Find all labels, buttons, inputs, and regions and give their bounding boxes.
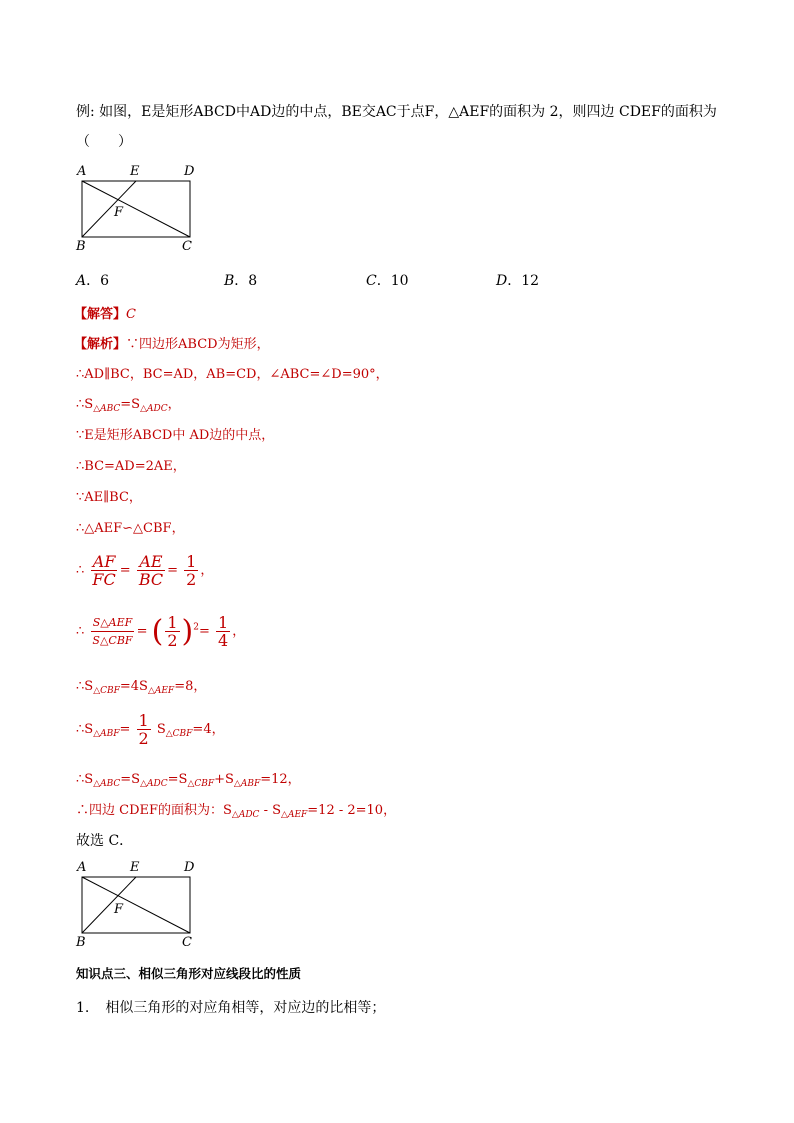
analysis-line-4: ∵E是矩形ABCD中 AD边的中点， — [76, 428, 275, 443]
analysis-line-6: ∵AE∥BC， — [76, 490, 142, 505]
fraction-area-ratio: $\frac{\text{S△AEF}}{\text{S△CBF}}$ — [92, 616, 133, 647]
option-c: C．10 — [366, 273, 409, 289]
analysis-line-11: $\therefore S_{\triangle ABF}=$ $\frac{1}{2}$ $S_{\triangle CBF}=4$， — [76, 711, 225, 748]
analysis-line-10: $\therefore S_{\triangle CBF}=4S_{\triangle AEF}=8$， — [76, 679, 207, 696]
fraction-af-fc: $\frac{AF}{FC}$ — [92, 552, 116, 589]
analysis-line-1: 【解析】∵四边形ABCD为矩形， — [74, 337, 270, 352]
answer-tag: 【解答】 — [74, 307, 127, 322]
option-d: D．12 — [496, 273, 540, 289]
fraction-half-inline: $\frac{1}{2}$ — [138, 711, 149, 748]
label-E: E — [130, 164, 140, 179]
analysis-line-2: ∴AD∥BC，BC=AD，AB=CD，∠ABC=∠D=90°， — [76, 367, 389, 382]
label-B: B — [76, 239, 86, 254]
conclusion: 故选 C． — [76, 833, 134, 849]
fraction-ae-bc: $\frac{AE}{BC}$ — [138, 552, 164, 589]
question-line-1: 例: 如图，E是矩形ABCD中AD边的中点，BE交AC于点F，△AEF的面积为 2，则四边 CDEF的面积为 — [76, 104, 717, 120]
label-C: C — [182, 239, 192, 254]
label-D: D — [184, 164, 195, 179]
analysis-line-7: ∴△AEF∽△CBF， — [76, 521, 185, 536]
analysis-line-5: ∴BC=AD=2AE， — [76, 459, 186, 474]
analysis-tag: 【解析】 — [74, 337, 127, 352]
answer-line — [74, 303, 136, 322]
figure-rectangle-1 — [70, 163, 210, 258]
label-D-2: D — [184, 860, 195, 875]
fraction-paren-half: $\frac{1}{2}$ — [167, 613, 178, 650]
label-C-2: C — [182, 935, 192, 950]
knowledge-item-1 — [76, 997, 385, 1017]
label-B-2: B — [76, 935, 86, 950]
knowledge-heading: 知识点三、相似三角形对应线段比的性质 — [76, 966, 302, 981]
label-F-2: F — [114, 902, 124, 917]
label-A-2: A — [77, 860, 87, 875]
label-F: F — [114, 205, 124, 220]
knowledge-item-text: 相似三角形的对应角相等，对应边的比相等； — [105, 1000, 386, 1016]
fraction-one-quarter: $\frac{1}{4}$ — [218, 613, 229, 650]
analysis-line-3: $\therefore S_{\triangle ABC}=S_{\triangle ADC}$， — [76, 397, 181, 414]
knowledge-item-number: 1. — [76, 1000, 90, 1016]
answer-value: C — [126, 307, 136, 322]
fraction-one-half: $\frac{1}{2}$ — [186, 552, 197, 589]
analysis-line-13: ∴四边 CDEF的面积为：$S_{\triangle ADC} - S_{\triangle AEF}=12 - 2=10$， — [76, 803, 397, 820]
option-b: B．8 — [224, 273, 258, 289]
option-a: A．6 — [76, 273, 110, 289]
question-line-2: （ ） — [76, 134, 132, 150]
analysis-line-12: $\therefore S_{\triangle ABC}=S_{\triangle ADC}=S_{\triangle CBF}+S_{\triangle ABF}=12$， — [76, 772, 301, 789]
figure-rectangle-2 — [70, 857, 210, 952]
label-E-2: E — [130, 860, 140, 875]
analysis-line-9: ∴ $\frac{\text{S△AEF}}{\text{S△CBF}}$ = ( $\frac{1}{2}$ )$^2$= $\frac{1}{4}$ ， — [76, 613, 246, 650]
label-A: A — [77, 164, 87, 179]
analysis-line-8: ∴ $\frac{AF}{FC}$ = $\frac{AE}{BC}$ = $\frac{1}{2}$ ， — [76, 552, 214, 589]
